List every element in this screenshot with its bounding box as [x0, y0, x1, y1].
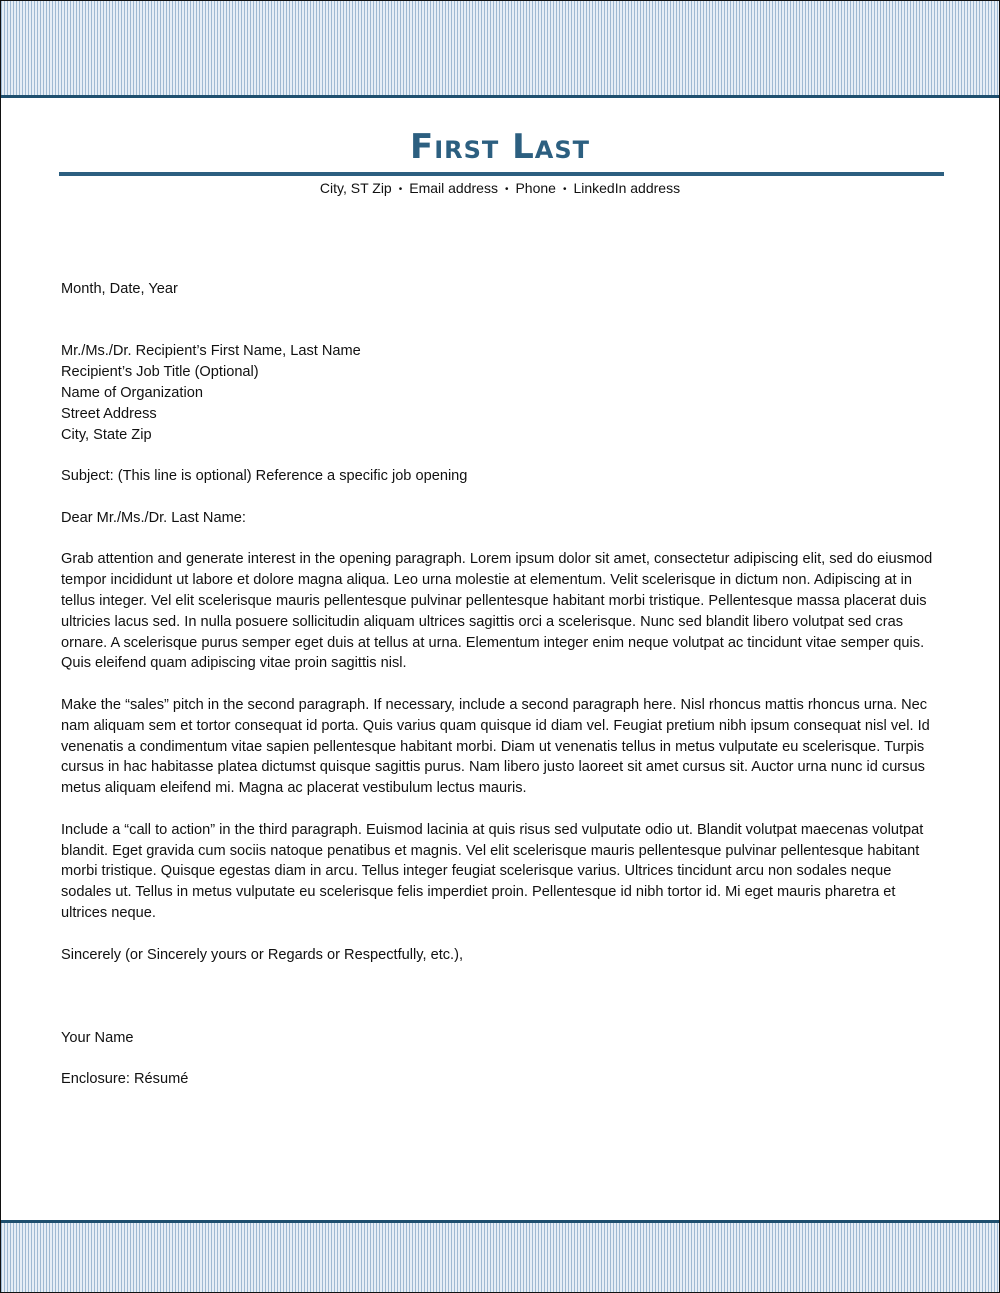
- letter-date: Month, Date, Year: [61, 281, 178, 297]
- salutation: Dear Mr./Ms./Dr. Last Name:: [61, 509, 246, 526]
- recipient-organization: Name of Organization: [61, 384, 203, 401]
- bullet-separator: •: [504, 184, 509, 195]
- top-decorative-band: [1, 1, 999, 98]
- body-paragraph-opening: Grab attention and generate interest in the opening paragraph. Lorem ipsum dolor sit amet, consectetur adipiscing elit, sed do eiusmod tempor incididunt ut labore et dolore magna aliqua. Leo urna molestie at elementum. Velit scelerisque in dictum non. Adipiscing at in tellus integer. Vel elit scelerisque mauris pellentesque pulvinar pellentesque habitant morbi tristique. Pellentesque massa placerat duis ultricies lacus sed. In nulla posuere sollicitudin aliquam ultrices sagittis orci a scelerisque. Nunc sed blandit libero volutpat sed cras ornare. A scelerisque purus semper eget duis at tellus at urna. Elementum integer enim neque volutpat ac tincidunt vitae semper quis. Quis eleifend quam adipiscing vitae proin sagittis nisl.: [61, 551, 933, 672]
- signature-name: Your Name: [61, 1029, 134, 1046]
- recipient-street: Street Address: [61, 405, 157, 422]
- letter-body: [61, 279, 941, 1090]
- enclosure-line: Enclosure: Résumé: [61, 1071, 189, 1088]
- body-paragraph-pitch: Make the “sales” pitch in the second paragraph. If necessary, include a second paragraph here. Nisl rhoncus mattis rhoncus urna. Nec nam aliquam sem et tortor consequat id porta. Quis varius quam quisque id diam vel. Feugiat pretium nibh ipsum consequat nisl vel. Id venenatis a condimentum vitae sapien pellentesque habitant morbi. Diam ut venenatis tellus in metus vulputate eu scelerisque. Turpis cursus in hac habitasse platea dictumst quisque sagittis purus. Nam libero justo laoreet sit amet cursus sit. Auctor urna nunc id cursus metus aliquam eleifend mi. Magna ac placerat vestibulum lectus mauris.: [61, 696, 930, 797]
- contact-email: Email address: [409, 180, 498, 196]
- recipient-block: [61, 341, 941, 445]
- contact-phone: Phone: [515, 180, 556, 196]
- closing: Sincerely (or Sincerely yours or Regards or Respectfully, etc.),: [61, 946, 464, 963]
- body-paragraph-call-to-action: Include a “call to action” in the third paragraph. Euismod lacinia at quis risus sed vulputate odio ut. Blandit volutpat maecenas volutpat blandit. Eget gravida cum sociis natoque penatibus et magnis. Vel elit scelerisque mauris pellentesque pulvinar pellentesque habitant morbi tristique. Quisque egestas diam in arcu. Tellus integer feugiat scelerisque varius. Ultrices tincidunt arcu non sodales neque sodales ut. Tellus in metus vulputate eu scelerisque felis imperdiet proin. Pellentesque id nibh tortor id. Mi eget mauris pharetra et ultrices neque.: [61, 821, 924, 921]
- contact-linkedin: LinkedIn address: [573, 180, 681, 196]
- recipient-city: City, State Zip: [61, 426, 152, 443]
- bullet-separator: •: [562, 184, 567, 195]
- recipient-job-title: Recipient’s Job Title (Optional): [61, 364, 259, 381]
- header-rule: [59, 172, 944, 176]
- recipient-name: Mr./Ms./Dr. Recipient’s First Name, Last Name: [61, 343, 361, 360]
- bullet-separator: •: [398, 184, 403, 195]
- bottom-decorative-band: [1, 1220, 999, 1292]
- contact-line: [1, 178, 999, 200]
- letterhead-name: First Last: [409, 127, 591, 167]
- subject-line: Subject: (This line is optional) Reference a specific job opening: [61, 468, 468, 485]
- contact-city: City, ST Zip: [319, 180, 392, 196]
